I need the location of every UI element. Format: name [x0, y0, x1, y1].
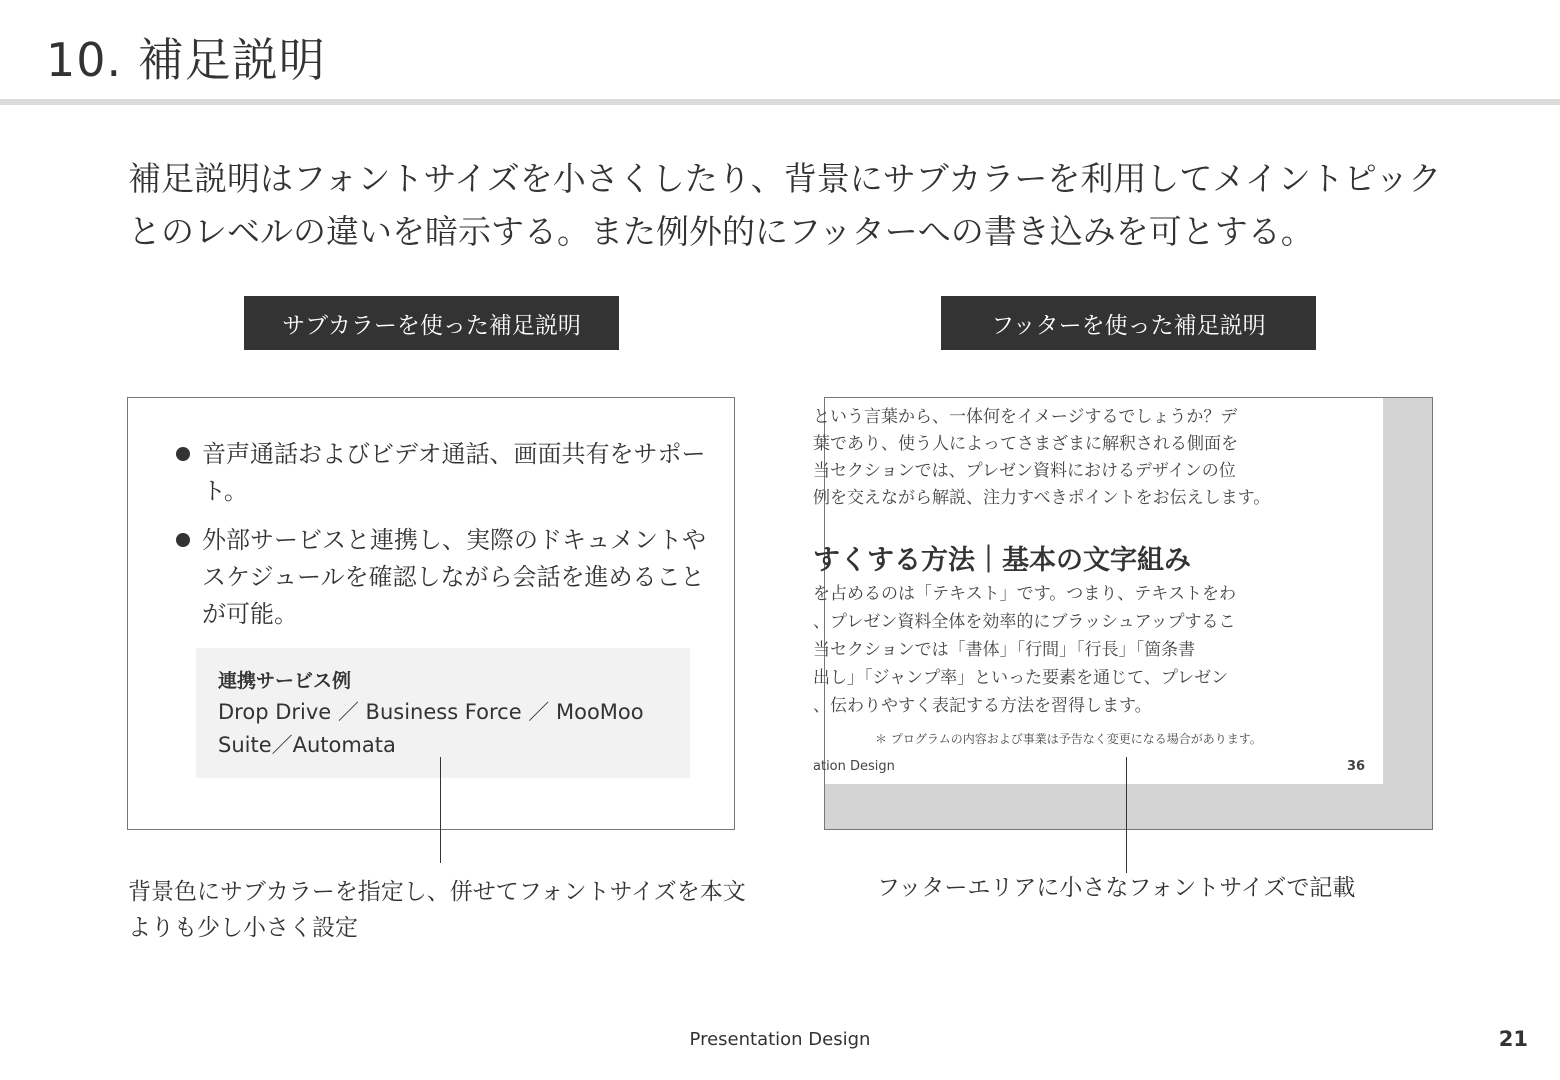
crop-line: 当セクションでは、プレゼン資料におけるデザインの位 — [813, 461, 1236, 481]
bullet-list — [176, 436, 706, 645]
bullet-item — [176, 522, 706, 633]
crop-footnote: ＊ プログラムの内容および事業は予告なく変更になる場合があります。 — [875, 732, 1262, 746]
bullet-text: 音声通話およびビデオ通話、画面共有をサポート。 — [202, 440, 706, 505]
crop-body-bottom — [813, 580, 1393, 720]
crop-footer-page-number: 36 — [1347, 759, 1366, 774]
crop-line: 例を交えながら解説、注力すべきポイントをお伝えします。 — [813, 488, 1271, 508]
callout-line-left — [440, 757, 441, 863]
label-footer-text: フッターを使った補足説明 — [991, 312, 1266, 339]
title-divider — [0, 99, 1560, 105]
crop-line: 、プレゼン資料全体を効率的にブラッシュアップするこ — [813, 612, 1236, 632]
caption-right: フッターエリアに小さなフォントサイズで記載 — [877, 875, 1356, 901]
label-footer — [941, 296, 1316, 350]
supplement-note-box — [196, 648, 690, 778]
subcolor-example-panel — [127, 397, 735, 830]
crop-heading: すくする方法｜基本の文字組み — [813, 545, 1191, 576]
crop-line: 、伝わりやすく表記する方法を習得します。 — [813, 696, 1152, 716]
label-subcolor — [244, 296, 619, 350]
lead-text: 補足説明はフォントサイズを小さくしたり、背景にサブカラーを利用してメイントピックとのレベルの違いを暗示する。また例外的にフッターへの書き込みを可とする。 — [128, 159, 1442, 251]
crop-footer-label: ation Design — [813, 759, 895, 774]
bullet-item — [176, 436, 706, 510]
bullet-dot-icon — [176, 533, 190, 547]
crop-line: という言葉から、一体何をイメージするでしょうか？デ — [813, 407, 1238, 427]
note-body: Drop Drive ／ Business Force ／ MooMoo Suite／Automata — [218, 700, 644, 757]
caption-left: 背景色にサブカラーを指定し、併せてフォントサイズを本文よりも少し小さく設定 — [128, 879, 746, 941]
callout-line-right — [1126, 757, 1127, 873]
bullet-text: 外部サービスと連携し、実際のドキュメントやスケジュールを確認しながら会話を進めることが可能。 — [202, 526, 706, 628]
label-subcolor-text: サブカラーを使った補足説明 — [282, 312, 581, 339]
bullet-dot-icon — [176, 447, 190, 461]
crop-line: 出し」「ジャンプ率」といった要素を通じて、プレゼン — [813, 668, 1229, 688]
cropped-slide-thumbnail — [813, 398, 1383, 784]
footer-example-panel — [813, 397, 1433, 830]
crop-line: 葉であり、使う人によってさまざまに解釈される側面を — [813, 434, 1238, 454]
footer-label: Presentation Design — [689, 1029, 871, 1050]
crop-line: を占めるのは「テキスト」です。つまり、テキストをわ — [813, 584, 1236, 604]
page-title: 10. 補足説明 — [46, 33, 326, 87]
footer-page-number: 21 — [1498, 1027, 1528, 1051]
crop-line: 当セクションでは「書体」「行間」「行長」「箇条書 — [813, 640, 1196, 660]
note-title: 連携サービス例 — [218, 670, 352, 692]
crop-body-top — [813, 404, 1393, 512]
